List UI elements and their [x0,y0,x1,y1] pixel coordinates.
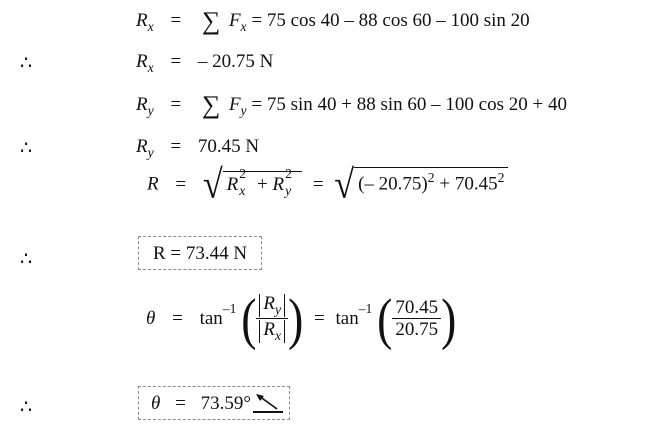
equals-sign: = [170,9,182,31]
angle-direction-icon [251,393,285,415]
rx-symbol: R [136,9,148,31]
ry-expression: = 75 sin 40 + 88 sin 60 – 100 cos 20 + 40 [251,93,567,115]
resultant-result: R = 73.44 N [153,243,248,264]
rx-expression: = 75 cos 40 – 88 cos 60 – 100 sin 20 [251,9,530,31]
therefore-symbol-1: ∴ [20,53,33,74]
theta-symbol: θ [146,307,156,329]
angle-value: 73.59° [200,393,251,414]
sigma-symbol: ∑ [201,6,221,35]
equation-angle: $\theta = \tan^{-1}$ ( $\frac{R_y}{R_x}$ ) = $\tan^{-1}$ ( $\frac{70.45}{20.75}$ ) [146,286,457,350]
ry-result: 70.45 N [197,136,260,157]
angle-result: θ = 73.59° [151,393,251,414]
angle-result-box [138,386,290,420]
equation-rx-sum: $R_x$ = ∑ $F_x = 75$ cos 40 – 88 cos 60 – 100 sin 20 [136,6,530,35]
therefore-symbol-4: ∴ [20,397,33,418]
value-ratio-fraction: $\frac{70.45}{20.75}$ [392,298,441,339]
therefore-symbol-3: ∴ [20,249,33,270]
sigma-symbol: ∑ [201,90,221,119]
sqrt-components: √ R 2 x + R 2 y [203,166,302,202]
rx-result: – 20.75 N [197,51,274,72]
sqrt-values: √ (– $20.75)^2 + 70.45^2$ [334,166,508,202]
resultant-result-box [138,236,262,270]
abs-ratio-fraction: $\frac{R_y}{R_x}$ [256,294,288,343]
equation-ry-sum: $R_y$ = ∑ $F_y = 75$ sin 40 + 88 sin 60 – 100 cos 20 + 40 [136,90,567,119]
equation-resultant: R = √ R 2 x + R 2 y = √ (– $20.75)^2 + 70.45^2$ [147,166,508,202]
equation-ry-value: $R_y = 70.45$ N [136,136,260,161]
equation-rx-value: $R_x$ = – 20.75 N [136,51,274,76]
therefore-symbol-2: ∴ [20,138,33,159]
